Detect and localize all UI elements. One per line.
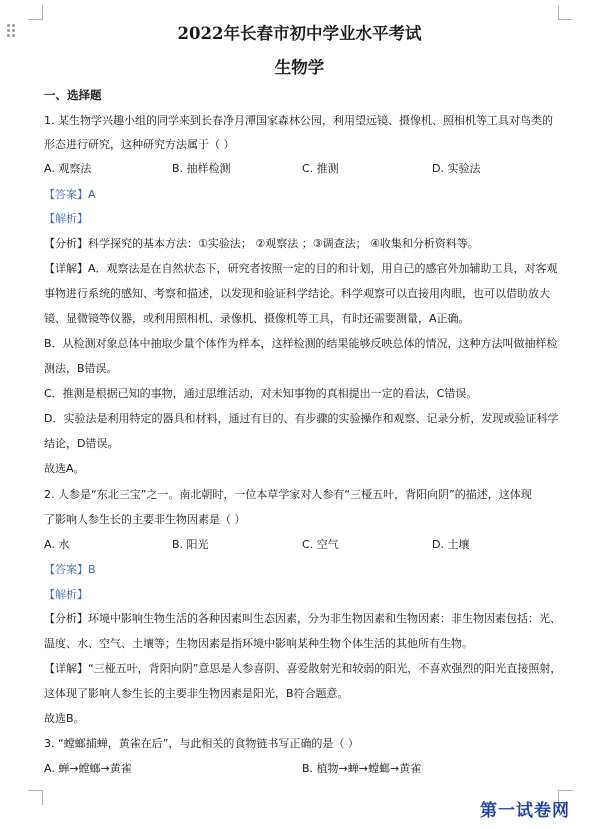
page-title: 2022年长春市初中学业水平考试 xyxy=(177,24,422,43)
q2-conclusion: 故选B。 xyxy=(44,712,85,725)
q1-answer: 【答案】A xyxy=(44,188,96,201)
q2-option-b: B. 阳光 xyxy=(172,538,209,551)
q1-xiangjie-line: B．从检测对象总体中抽取少量个体作为样本，这样检测的结果能够反映总体的情况，这种方法叫做抽样检 xyxy=(44,337,558,350)
q2-analysis-tag: 【解析】 xyxy=(44,588,88,601)
q1-fenxi: 【分析】科学探究的基本方法：①实验法； ②观察法 ；③调查法； ④收集和分析资料等。 xyxy=(44,237,479,250)
q1-stem-line1: 1. 某生物学兴趣小组的同学来到长春净月潭国家森林公园，利用望远镜、摄像机、照相机等工具对鸟类的 xyxy=(44,114,553,127)
q1-option-a: A. 观察法 xyxy=(44,162,92,175)
q3-option-b: B. 植物→蝉→螳螂→黄雀 xyxy=(302,762,422,775)
q2-answer: 【答案】B xyxy=(44,563,96,576)
q1-xiangjie-line: 事物进行系统的感知、考察和描述，以发现和验证科学结论。科学观察可以直接用肉眼，也可以借助放大 xyxy=(44,287,550,300)
q1-conclusion: 故选A。 xyxy=(44,462,85,475)
page-subtitle: 生物学 xyxy=(274,58,325,77)
crop-mark-bottom-left xyxy=(28,790,43,805)
q3-stem: 3. “螳螂捕蝉，黄雀在后”，与此相关的食物链书写正确的是（ ） xyxy=(44,737,359,750)
q2-xiangjie-line: 这体现了影响人参生长的主要非生物因素是阳光，B符合题意。 xyxy=(44,687,349,700)
q1-xiangjie-line: D．实验法是利用特定的器具和材料，通过有目的、有步骤的实验操作和观察、记录分析，发现或验证科学 xyxy=(44,412,559,425)
q1-stem-line2: 形态进行研究，这种研究方法属于（ ） xyxy=(44,138,235,151)
q1-xiangjie-line: 测法，B错误。 xyxy=(44,362,118,375)
crop-mark-top-right xyxy=(558,5,573,20)
q1-option-d: D. 实验法 xyxy=(432,162,481,175)
q2-fenxi-line: 【分析】环境中影响生物生活的各种因素叫生态因素，分为非生物因素和生物因素：非生物因素包括：光、 xyxy=(44,612,561,625)
q2-option-a: A. 水 xyxy=(44,538,70,551)
q1-xiangjie-line: C．推测是根据已知的事物，通过思维活动，对未知事物的真相提出一定的看法，C错误。 xyxy=(44,387,478,400)
q1-option-b: B. 抽样检测 xyxy=(172,162,231,175)
q1-xiangjie-line: 镜、显微镜等仪器，或利用照相机、录像机、摄像机等工具，有时还需要测量，A正确。 xyxy=(44,312,470,325)
q3-option-a: A. 蝉→螳螂→黄雀 xyxy=(44,762,132,775)
q1-xiangjie-line: 结论，D错误。 xyxy=(44,437,119,450)
section-heading: 一、选择题 xyxy=(44,88,102,102)
crop-mark-top-left xyxy=(28,5,43,20)
q2-fenxi-line: 温度、水、空气、土壤等；生物因素是指环境中影响某种生物个体生活的其他所有生物。 xyxy=(44,637,473,650)
q1-xiangjie-line: 【详解】A．观察法是在自然状态下，研究者按照一定的目的和计划，用自己的感官外加辅助工具，对客观 xyxy=(44,262,558,275)
q1-option-c: C. 推测 xyxy=(302,162,339,175)
q2-stem-line2: 了影响人参生长的主要非生物因素是（ ） xyxy=(44,513,246,526)
q2-stem-line1: 2. 人参是“东北三宝”之一。南北朝时，一位本草学家对人参有“三桠五叶，背阳向阴”的描述，这体现 xyxy=(44,488,532,501)
q2-xiangjie-line: 【详解】“三桠五叶，背阳向阴”意思是人参喜阴、喜爱散射光和较弱的阳光，不喜欢强烈的阳光直接照射， xyxy=(44,662,562,675)
site-watermark: 第一试卷网 xyxy=(480,801,570,821)
q2-option-d: D. 土壤 xyxy=(432,538,470,551)
q1-analysis-tag: 【解析】 xyxy=(44,212,88,225)
q2-option-c: C. 空气 xyxy=(302,538,339,551)
